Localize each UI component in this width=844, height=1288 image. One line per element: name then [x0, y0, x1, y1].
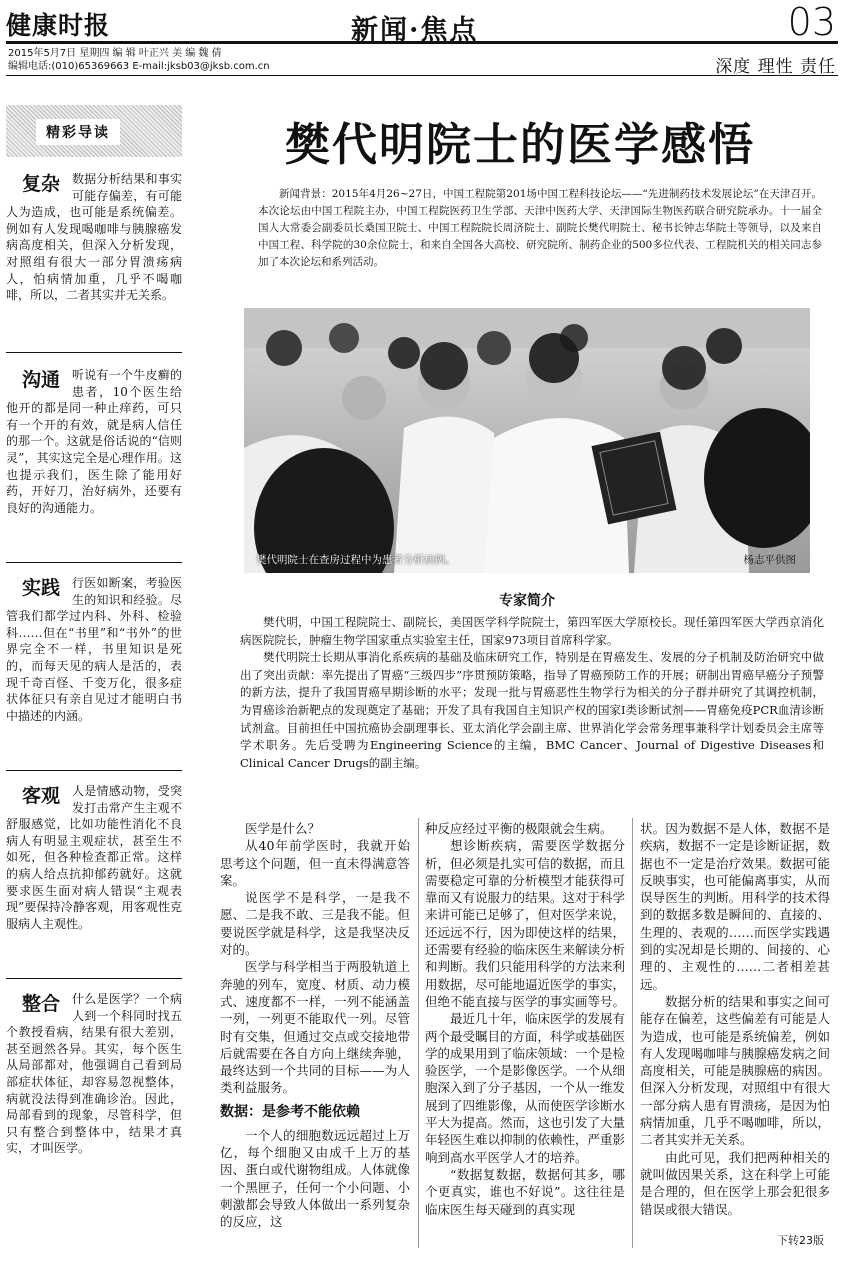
column-divider — [632, 818, 633, 1248]
highlight-keyword: 实践 — [22, 577, 61, 599]
expert-profile-title: 专家简介 — [499, 593, 555, 609]
highlight-keyword: 整合 — [22, 993, 61, 1015]
continued-notice: 下转23版 — [777, 1234, 824, 1247]
highlights-header — [6, 105, 182, 157]
news-photo — [244, 308, 810, 573]
highlight-text: 什么是医学？一个病人到一个科同时找五个教授看病，结果有很大差别，甚至迥然各异。其实，每个医生从局部都对，他强调自己看到局部症状体征，却容易忽视整体，病就没法得到准确诊治。因此，局部看到的现象，尽管科学，但只有整合到整体中，结果才真实，才叫医学。 — [6, 992, 182, 1156]
highlight-keyword: 客观 — [22, 785, 61, 807]
photo-caption: 樊代明院士在查房过程中为患者分析病例。 — [256, 554, 456, 566]
expert-paragraph: 樊代明，中国工程院院士、副院长，美国医学科学院院士，第四军医大学原校长。现任第四军医大学西京消化病医院院长，肿瘤生物学国家重点实验室主任，国家973项目首席科学家。 — [240, 615, 824, 647]
header-divider — [6, 75, 838, 76]
article-paragraph: 数据分析的结果和事实之间可能存在偏差，这些偏差有可能是人为造成，也可能是系统偏差，例如有人发现喝咖啡与胰腺癌发病之间高度相关，可能是胰腺癌的病因。但深入分析发现，对照组中有很大一部分病人患有胃溃疡，是因为怕病情加重，几乎不喝咖啡，所以，二者其实并无关系。 — [640, 993, 830, 1148]
slogan: 深度 理性 责任 — [715, 57, 836, 77]
article-paragraph: 说医学不是科学，一是我不愿、二是我不敢、三是我不能。但要说医学就是科学，这是我坚决反对的。 — [220, 890, 410, 958]
highlight-item — [6, 171, 182, 304]
highlights-title: 精彩导读 — [36, 119, 120, 145]
highlight-item — [6, 575, 182, 724]
headline: 樊代明院士的医学感悟 — [284, 118, 755, 171]
article-paragraph: 医学是什么？ — [245, 821, 321, 836]
contact-line: 编辑电话:(010)65369663 E-mail:jksb03@jksb.com.cn — [8, 61, 270, 72]
sidebar-divider — [6, 978, 182, 979]
date-editor-line: 2015年5月7日 星期四 编 辑 叶正兴 美 编 魏 倩 — [8, 48, 222, 59]
newspaper-logo: 健康时报 — [6, 11, 111, 40]
article-paragraph: 从40年前学医时，我就开始思考这个问题，但一直未得满意答案。 — [220, 838, 410, 888]
article-paragraph: 状。因为数据不是人体，数据不是疾病，数据不一定是诊断证据，数据也不一定是治疗效果。数据可能反映事实，也可能偏离事实，从而误导医生的判断。用科学的技术得到的数据多数是瞬间的、直接的、生理的、表观的……而医学实践遇到的实况却是长期的、间接的、心理的、主观性的……二者相差甚远。 — [640, 821, 830, 992]
page-number: 03 — [787, 0, 836, 44]
sidebar-divider — [6, 770, 182, 771]
article-subhead: 数据：是参考不能依赖 — [220, 1103, 360, 1120]
sidebar-divider — [6, 352, 182, 353]
highlights-sidebar — [6, 105, 186, 1156]
news-background: 新闻背景：2015年4月26~27日，中国工程院第201场中国工程科技论坛——“先进制药技术发展论坛”在天津召开。本次论坛由中国工程院主办，中国工程院医药卫生学部、天津中医药大学、天津国际生物医药联合研究院承办。十一届全国人大常委会副委员长桑国卫院士、中国工程院院长周济院士、副院长樊代明院士、秘书长钟志华院士等领导，以及来自中国工程、科学院的30余位院士，和来自全国各大高校、研究院所、制药企业的500多位代表、工程院机关的相关同志参加了本次论坛和系列活动。 — [258, 188, 822, 268]
highlight-item — [6, 991, 182, 1157]
highlight-text: 人是情感动物，受突发打击常产生主观不舒服感觉，比如功能性消化不良病人有明显主观症状，甚至生不如死，但各种检查都正常。这样的病人给点抗抑郁药就好。这就要求医生面对病人错误“主观表现”要保持冷静客观，用客观性克服病人主观性。 — [6, 784, 182, 931]
article-column-1 — [220, 820, 410, 1231]
photo-credit: 杨志平供图 — [743, 554, 796, 566]
column-divider — [418, 818, 419, 1248]
section-title: 新闻·焦点 — [351, 15, 479, 46]
highlight-keyword: 复杂 — [22, 173, 61, 195]
article-paragraph: 想诊断疾病，需要医学数据分析，但必须是扎实可信的数据，而且需要稳定可靠的分析模型才能获得可靠而又有说服力的结果。这对于科学来讲可能已足够了，但对医学来说，还远远不行，因为即使这样的结果，还需要有经验的临床医生来解读分析和判断。我们只能用科学的方法来利用数据，尽可能地逼近医学的事实，但绝不能直接与医学的事实画等号。 — [425, 838, 626, 1009]
highlight-keyword: 沟通 — [22, 369, 61, 391]
article-paragraph: 最近几十年，临床医学的发展有两个最受瞩目的方面，科学或基础医学的成果用到了临床领域：一个是检验医学，一个是影像医学。一个从细胞深入到了分子基因，一个从一维发展到了四维影像，从而使医学诊断水平大为提高。然而，这也引发了大量年轻医生难以抑制的依赖性，严重影响到高水平医学人才的培养。 — [425, 1011, 626, 1165]
highlight-item — [6, 783, 182, 932]
article-paragraph: 一个人的细胞数远远超过上万亿，每个细胞又由成千上万的基因、蛋白或代谢物组成。人体就像一个黑匣子，任何一个小问题、小刺激都会导致人体做出一系列复杂的反应，这 — [220, 1127, 410, 1230]
article-column-2 — [425, 820, 625, 1218]
article-paragraph: 医学与科学相当于两股轨道上奔驰的列车，宽度、材质、动力模式、速度都不一样，一列不能涵盖一列，一列更不能取代一列。尽管时有交集，但通过交点或交接地带后就需要在各自方向上继续奔驰，最终达到一个共同的目标——为人类利益服务。 — [220, 959, 410, 1096]
article-column-3 — [640, 820, 830, 1218]
article-paragraph: 由此可见，我们把两种相关的就叫做因果关系，这在科学上可能是合理的，但在医学上那会犯很多错误或很大错误。 — [640, 1149, 830, 1217]
highlight-item — [6, 367, 182, 516]
article-paragraph: “数据复数据，数据何其多，哪个更真实，谁也不好说”。这往往是临床医生每天碰到的真实现 — [425, 1166, 625, 1217]
highlight-text: 行医如断案，考验医生的知识和经验。尽管我们都学过内科、外科、检验科……但在“书里”和“书外”的世界完全不一样，书里知识是死的，而每天见的病人是活的，表现千奇百怪、千变万化，很多症状体征只有亲自见过才能明白书中描述的内涵。 — [6, 576, 182, 723]
sidebar-divider — [6, 562, 182, 563]
highlight-text: 数据分析结果和事实可能存偏差，有可能人为造成，也可能是系统偏差。例如有人发现喝咖啡与胰腺癌发病高度相关，但深入分析发现，对照组有很大一部分胃溃疡病人，怕病情加重，几乎不喝咖啡，所以，二者其实并无关系。 — [6, 172, 182, 303]
article-paragraph: 种反应经过平衡的极限就会生病。 — [425, 821, 613, 836]
highlight-text: 听说有一个牛皮癣的患者，10个医生给他开的都是同一种止痒药，可只有一个开的有效，就是病人信任的那一个。这就是俗话说的“信则灵”，其实这完全是心理作用。这也提示我们，医生除了能用好药，开好刀，治好病外，还要有良好的沟通能力。 — [6, 368, 182, 515]
masthead — [6, 0, 838, 46]
expert-paragraph: 樊代明院士长期从事消化系疾病的基础及临床研究工作，特别是在胃癌发生、发展的分子机制及防治研究中做出了突出贡献：率先提出了胃癌“三级四步”序贯预防策略，指导了胃癌预防工作的开展；研制出胃癌早癌分子预警的新方法，提升了我国胃癌早期诊断的水平；发现一批与胃癌恶性生物学行为相关的分子群并研究了其调控机制，为胃癌诊治新靶点的发现奠定了基础；开发了具有我国自主知识产权的国家I类诊断试剂——胃癌免疫PCR血清诊断试剂盒。目前担任中国抗癌协会副理事长、亚太消化学会副主席、世界消化学会常务理事兼科学计划委员会主席等学术职务。先后受聘为Engineering Science的主编，BMC Cancer、Journal of Digestive Diseases和Clinical Cancer Drugs的副主编。 — [240, 650, 824, 770]
expert-profile — [240, 614, 824, 772]
